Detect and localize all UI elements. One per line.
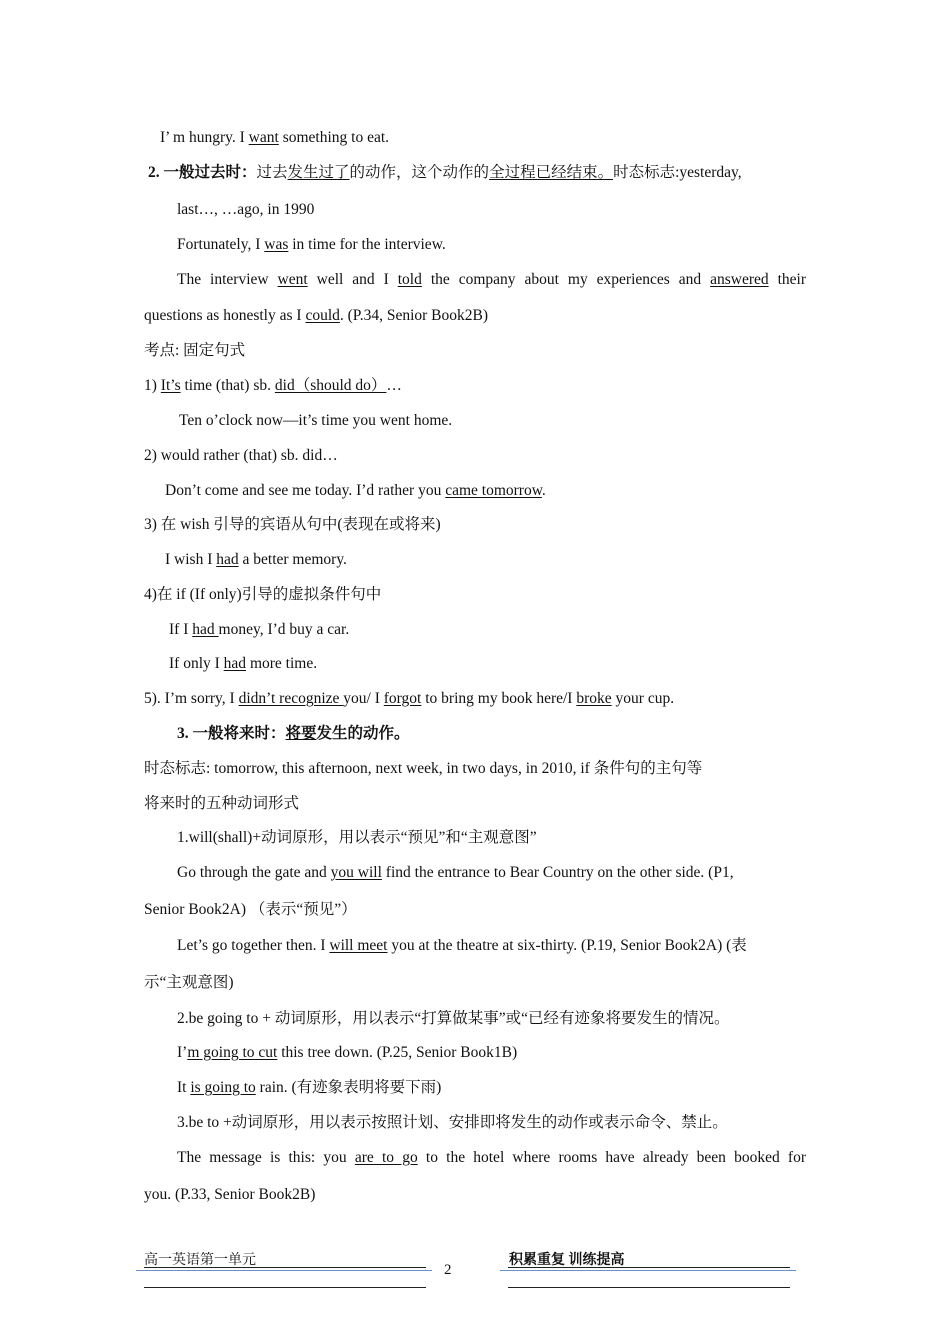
text-run: 时态标志:yesterday, — [613, 164, 742, 181]
text-run: 将来时的五种动词形式 — [144, 795, 300, 812]
text-run: the company about my experiences and — [421, 271, 711, 288]
rule-line — [177, 828, 537, 848]
example-sentence — [165, 550, 347, 570]
text-run: It’s — [160, 377, 181, 394]
text-run: 示“主观意图) — [144, 974, 234, 991]
text-line — [144, 759, 702, 779]
text-run: . — [541, 482, 546, 499]
rule-line — [177, 1009, 730, 1029]
text-run: want — [248, 129, 279, 146]
text-run: had — [223, 655, 247, 672]
text-run: m going to cut — [187, 1044, 278, 1061]
text-run: you. (P.33, Senior Book2B) — [144, 1186, 316, 1203]
text-run: more time. — [246, 655, 318, 672]
text-run: . (P.34, Senior Book2B) — [339, 307, 489, 324]
text-run: answered — [710, 271, 769, 288]
text-run: you will — [330, 864, 382, 881]
text-run: you/ I — [343, 690, 384, 707]
text-run: this tree down. (P.25, Senior Book1B) — [277, 1044, 518, 1061]
text-run: to bring my book here/I — [421, 690, 577, 707]
text-run: 发生的动作。 — [316, 725, 410, 742]
rule-line — [144, 515, 441, 535]
text-run: Let’s go together then. I — [177, 937, 330, 954]
text-run: I’ m hungry. I — [160, 129, 249, 146]
text-run: rain. (有迹象表明将要下雨) — [255, 1079, 442, 1096]
text-run: Senior Book2A) （表示“预见”） — [144, 901, 357, 918]
text-run: didn’t recognize — [238, 690, 344, 707]
rule-line — [144, 446, 338, 466]
text-line — [177, 200, 314, 220]
text-run: told — [397, 271, 422, 288]
footer-rule-left-accent — [136, 1270, 432, 1271]
text-run: 2.be going to + 动词原形，用以表示“打算做某事”或“已经有迹象将要发生的情况。 — [177, 1010, 730, 1027]
example-sentence — [144, 306, 488, 326]
example-sentence — [144, 973, 234, 993]
text-run: a better memory. — [238, 551, 347, 568]
rule-line — [144, 585, 381, 605]
rule-line — [144, 689, 674, 709]
text-run: 3.be to +动词原形，用以表示按照计划、安排即将发生的动作或表示命令、禁止。 — [177, 1114, 728, 1131]
footer-left-text: 高一英语第一单元 — [144, 1253, 256, 1268]
text-run: 1.will(shall)+动词原形，用以表示“预见”和“主观意图” — [177, 829, 537, 846]
footer-bottom-rule-right — [508, 1287, 790, 1288]
footer-rule-left — [144, 1267, 426, 1268]
text-run: Go through the gate and — [177, 864, 331, 881]
text-run: could — [305, 307, 340, 324]
text-run: The message is this: you — [177, 1149, 355, 1166]
example-sentence — [179, 411, 452, 431]
section-heading — [148, 163, 742, 183]
text-run: something to eat. — [278, 129, 390, 146]
example-sentence — [165, 481, 546, 501]
subheading — [144, 794, 299, 814]
footer-rule-right — [508, 1267, 790, 1268]
text-run: Fortunately, I — [177, 236, 265, 253]
text-run: are to go — [354, 1149, 418, 1166]
footer-bottom-rule-left — [144, 1287, 426, 1288]
text-run: 3. 一般将来时： — [177, 725, 286, 742]
text-run: money, I’d buy a car. — [218, 621, 350, 638]
text-run: had — [216, 551, 239, 568]
text-run: questions as honestly as I — [144, 307, 306, 324]
example-sentence — [177, 936, 747, 956]
text-run: 时态标志: tomorrow, this afternoon, next week, in two days, in 2010, if 条件句的主句等 — [144, 760, 703, 777]
rule-line — [144, 376, 402, 396]
text-run: went — [277, 271, 308, 288]
page-number: 2 — [444, 1262, 452, 1278]
footer-rule-right-accent — [500, 1270, 796, 1271]
example-sentence — [177, 1148, 806, 1168]
text-run: find the entrance to Bear Country on the other side. (P1, — [381, 864, 734, 881]
text-run: I’ — [177, 1044, 188, 1061]
footer-right-text: 积累重复 训练提高 — [509, 1253, 625, 1268]
text-run: well and I — [307, 271, 398, 288]
example-sentence — [177, 270, 806, 290]
subheading — [144, 341, 245, 361]
text-run: time (that) sb. — [180, 377, 275, 394]
text-run: … — [386, 377, 402, 394]
text-run: their — [768, 271, 806, 288]
text-run: had — [192, 621, 219, 638]
rule-line — [177, 1113, 728, 1133]
text-run: 全过程已经结束。 — [489, 164, 614, 181]
text-run: I wish I — [165, 551, 217, 568]
example-sentence — [177, 1078, 441, 1098]
text-run: 发生过了 — [287, 164, 350, 181]
text-run: It — [177, 1079, 191, 1096]
text-run: will meet — [329, 937, 388, 954]
text-run: 5). I’m sorry, I — [144, 690, 239, 707]
example-sentence — [177, 235, 446, 255]
text-run: 的动作，这个动作的 — [349, 164, 490, 181]
example-sentence — [144, 900, 357, 920]
text-run: you at the theatre at six-thirty. (P.19, Senior Book2A) (表 — [387, 937, 747, 954]
text-run: 2. 一般过去时： — [148, 164, 257, 181]
example-sentence — [144, 1185, 315, 1205]
text-run: was — [264, 236, 289, 253]
text-run: did（should do） — [274, 377, 387, 394]
text-run: to the hotel where rooms have already been booked for — [417, 1149, 806, 1166]
text-run: 考点: 固定句式 — [144, 342, 246, 359]
text-run: 3) 在 wish 引导的宾语从句中(表现在或将来) — [144, 516, 441, 533]
text-line — [160, 128, 389, 148]
example-sentence — [177, 1043, 517, 1063]
example-sentence — [169, 620, 349, 640]
text-run: came tomorrow — [445, 482, 542, 499]
text-run: 2) would rather (that) sb. did… — [144, 447, 338, 464]
text-run: forgot — [383, 690, 422, 707]
text-run: 将要 — [285, 725, 317, 742]
text-run: The interview — [177, 271, 278, 288]
text-run: Ten o’clock now—it’s time you went home. — [179, 412, 453, 429]
example-sentence — [169, 654, 317, 674]
text-run: Don’t come and see me today. I’d rather you — [165, 482, 446, 499]
text-run: in time for the interview. — [288, 236, 446, 253]
text-run: 过去 — [256, 164, 288, 181]
text-run: is going to — [190, 1079, 256, 1096]
text-run: If only I — [169, 655, 224, 672]
text-run: broke — [576, 690, 612, 707]
text-run: your cup. — [611, 690, 675, 707]
section-heading — [177, 724, 410, 744]
text-run: If I — [169, 621, 193, 638]
text-run: 1) — [144, 377, 161, 394]
text-run: last…, …ago, in 1990 — [177, 201, 315, 218]
example-sentence — [177, 863, 734, 883]
text-run: 4)在 if (If only)引导的虚拟条件句中 — [144, 586, 382, 603]
